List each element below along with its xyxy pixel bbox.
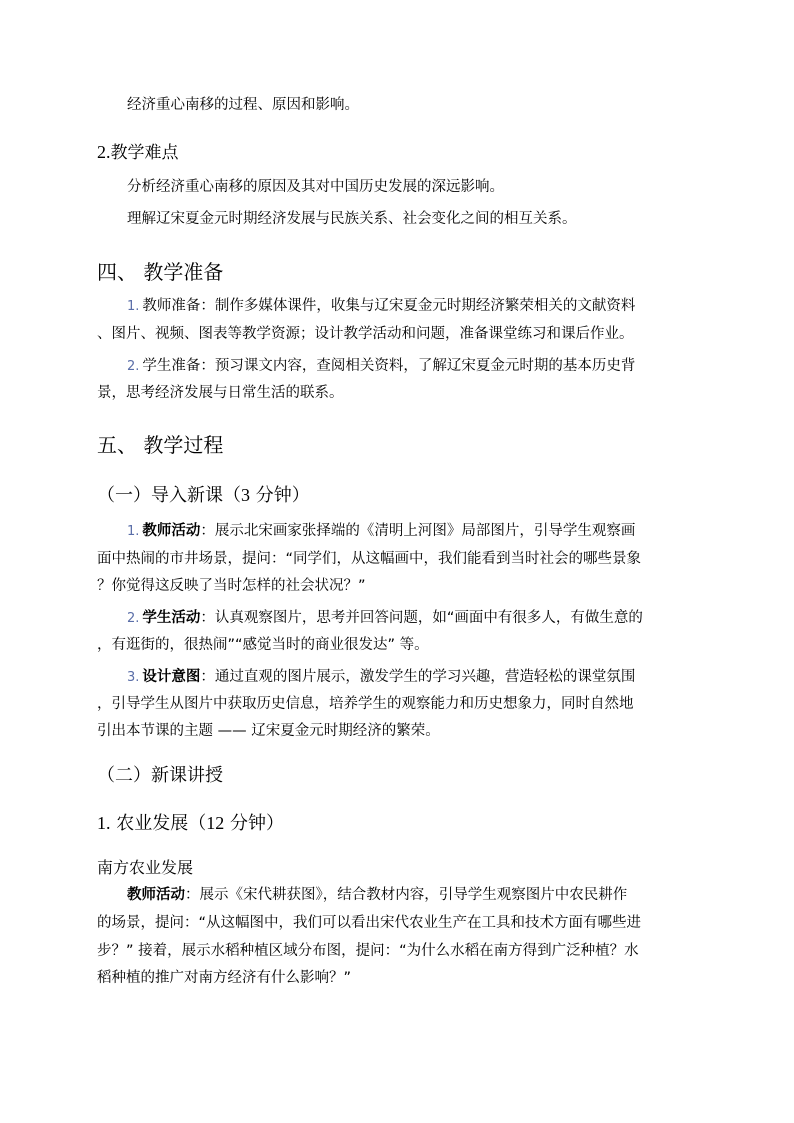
intro-item-3-line-1 bbox=[127, 670, 635, 685]
heading-number: 2. bbox=[97, 142, 111, 162]
intro-item-1-label: 教师活动 bbox=[142, 523, 201, 539]
intro-item-2-text: ：认真观察图片，思考并回答问题，如“画面中有很多人，有做生意的 bbox=[200, 610, 643, 626]
heading-teaching-difficulty bbox=[97, 143, 179, 162]
heading-teaching-process: 五、 教学过程 bbox=[97, 433, 224, 457]
agri-paragraph-line-3: 步？” 接着，展示水稻种植区域分布图，提问：“为什么水稻在南方得到广泛种植？水 bbox=[97, 943, 639, 959]
list-number: 2. bbox=[127, 611, 140, 626]
intro-item-1-line-1 bbox=[127, 524, 635, 539]
heading-agriculture bbox=[97, 814, 284, 833]
heading-number: 1. bbox=[97, 813, 111, 833]
heading-teaching-preparation: 四、 教学准备 bbox=[97, 260, 224, 284]
agri-paragraph-line-1 bbox=[127, 888, 627, 903]
agri-label: 教师活动 bbox=[127, 887, 185, 903]
list-number: 1. bbox=[127, 524, 140, 539]
prep-item-2-text: 学生准备：预习课文内容，查阅相关资料，了解辽宋夏金元时期的基本历史背 bbox=[142, 358, 636, 374]
heading-lesson-intro bbox=[97, 486, 310, 505]
intro-item-3-label: 设计意图 bbox=[142, 669, 201, 685]
agri-text: ：展示《宋代耕获图》，结合教材内容，引导学生观察图片中农民耕作 bbox=[185, 887, 628, 903]
heading-prefix: （一）导入新课（ bbox=[97, 485, 241, 506]
heading-southern-agriculture: 南方农业发展 bbox=[97, 858, 194, 877]
agri-paragraph-line-4: 稻种植的推广对南方经济有什么影响？” bbox=[97, 970, 352, 986]
heading-suffix: 分钟） bbox=[250, 485, 310, 506]
intro-item-1-line-2: 面中热闹的市井场景，提问：“同学们，从这幅画中，我们能看到当时社会的哪些景象 bbox=[97, 551, 642, 567]
intro-item-1-line-3: ？你觉得这反映了当时怎样的社会状况？” bbox=[97, 578, 366, 594]
heading-new-lesson: （二）新课讲授 bbox=[97, 765, 223, 786]
prep-item-2-line-2: 景，思考经济发展与日常生活的联系。 bbox=[97, 385, 344, 401]
intro-item-2-label: 学生活动 bbox=[142, 610, 201, 626]
difficulty-paragraph-1: 分析经济重心南移的原因及其对中国历史发展的深远影响。 bbox=[127, 179, 504, 195]
heading-suffix: 分钟） bbox=[224, 813, 284, 834]
key-point-tail: 经济重心南移的过程、原因和影响。 bbox=[127, 97, 359, 113]
difficulty-paragraph-2: 理解辽宋夏金元时期经济发展与民族关系、社会变化之间的相互关系。 bbox=[127, 211, 577, 227]
list-number: 3. bbox=[127, 670, 140, 685]
intro-item-1-text: ：展示北宋画家张择端的《清明上河图》局部图片，引导学生观察画 bbox=[200, 523, 636, 539]
list-number: 2. bbox=[127, 359, 140, 374]
prep-item-2-line-1 bbox=[127, 359, 635, 374]
list-number: 1. bbox=[127, 299, 140, 314]
heading-minutes: 3 bbox=[241, 485, 250, 505]
prep-item-1-line-2: 、图片、视频、图表等教学资源；设计教学活动和问题，准备课堂练习和课后作业。 bbox=[97, 326, 634, 342]
intro-item-2-line-2: ，有逛街的，很热闹”“感觉当时的商业很发达” 等。 bbox=[97, 637, 429, 653]
agri-paragraph-line-2: 的场景，提问：“从这幅图中，我们可以看出宋代农业生产在工具和技术方面有哪些进 bbox=[97, 915, 642, 931]
heading-minutes: 12 bbox=[206, 813, 225, 833]
intro-item-3-line-2: ，引导学生从图片中获取历史信息，培养学生的观察能力和历史想象力，同时自然地 bbox=[97, 696, 634, 712]
intro-item-2-line-1 bbox=[127, 611, 643, 626]
intro-item-3-text: ：通过直观的图片展示，激发学生的学习兴趣，营造轻松的课堂氛围 bbox=[200, 669, 636, 685]
intro-item-3-line-3: 引出本节课的主题 —— 辽宋夏金元时期经济的繁荣。 bbox=[97, 723, 440, 739]
heading-text: 教学难点 bbox=[110, 143, 179, 163]
prep-item-1-text: 教师准备：制作多媒体课件，收集与辽宋夏金元时期经济繁荣相关的文献资料 bbox=[142, 298, 636, 314]
heading-text: 农业发展（ bbox=[110, 813, 207, 834]
prep-item-1-line-1 bbox=[127, 299, 635, 314]
